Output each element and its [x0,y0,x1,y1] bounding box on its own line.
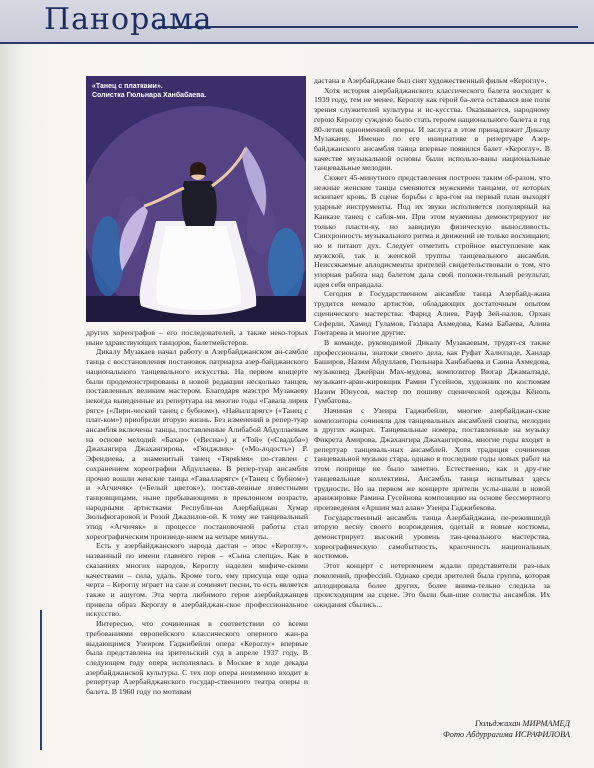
paragraph: Сегодня в Государственном ансамбле танца Азербайд-жана трудится немало артистов, обладающих достаточным опытом сценического мастерства: Фарид Алиев, Рауф Зей-налов, Орхан Сеферли, Хамид Гуламов, Гюлара Ахмедова, Кама Бабаева, Алина Гонтарева и многие другие. [314,289,550,338]
side-rule [40,610,42,750]
byline [380,718,570,740]
paragraph: Есть у азербайджанского народа дастан – эпос «Кероглу», названный по имени главного героя – «Сына слепца». Как в сказаниях многих народов, Кероглу наделен мифиче-скими качествами – сила, удаль. Кроме того, ему присуща еще одна черта – Кероглу играет на сазе и сочиняет песни, то есть является также и ашугом. Эта черта любимого героя азербайджанцев привела образ Кероглу в азербайджан-ское профессиональное искусство. [86,541,308,619]
author-name: Гюльджахан МИРМАМЕД [475,719,570,728]
paragraph: других хореографов – его последователей, а также неко-торых ныне здравствующих танцоров, балетмейстеров. [86,328,308,347]
paragraph: Интересно, что сочиненная в соответствии со всеми требованиями европейского классического оперного жан-ра выдающимся Узеиром Гаджибейли опера «Кероглу» впервые была представлена на зрительский суд в апреле 1937 году. В следующем году опера исполнялась в Москве в ходе декады азербайджанской культуры. С тех пор опера неизменно входит в репертуар Азербайджанского государ-ственного театра оперы и балета. В 1960 году по мотивам [86,619,308,697]
section-title: Панорама [44,2,213,37]
paragraph: Сюжет 45-минутного представления построен таким об-разом, что нежные женские танцы сменяются мужскими танцами, от которых вскипает кровь. В сцене борьбы с вра-гом на первый план выходят ударные инструменты. Под их звуки исполняется популярный на Кавказе танец с сабля-ми. При этом мужчины демонстрируют не только пласти-ку, но завидную физическую выносливость. Синхронность музыкального ритма и движений не только восхищают, но и питают дух. Следует отметить стройное выступление как мужской, так и женской труппы танцевального ансамбля. Неиссякаемые аплодисменты зрителей свидетельствовали о том, что упорная работа над балетом дала свой положи-тельный результат, идея себя оправдала. [314,173,550,289]
right-column [314,76,550,716]
paragraph: дастана в Азербайджане был снят художественный фильм «Кероглу». [314,76,547,85]
caption-subtitle: Солистка Гюльнара Ханбабаева. [92,92,207,99]
paragraph: Начиная с Узеира Гаджибейли, многие азербайджан-ские композиторы сочиняли для танцевальных ансамблей сюиты, мелодии в других жанрах. Танцевальные номера, поставленные на музыку Фикрета Амирова, Джахангира Джахангирова, многие годы входят в репертуар танцеваль-ных ансамблей. Хотя традиция сочинения танцевальной музыки стара, однако в последние годы новых работ на этом поприще не было заметно. Естественно, как и дру-гие танцевальные коллективы, Ансамбль танца испытывал здесь трудности. Но на первом же концерте зрители услы-шали в новой аранжировке Рамина Гусейнова композицию на основе бессмертного произведения «Аршин мал алан» Узеира Гаджибекова. [314,405,550,512]
paragraph: Хотя история азербайджанского классического балета восходит к 1939 году, тем не менее, Кероглу как герой ба-лета оставался вне поля зрения служителей культуры и ис-кусства. Оказывается, народному герою Кероглу суждено было стать героем национального балета в год 80-летия одноименной оперы. И заслуга в этом принадлежит Дикалу Музакаеву. Именно по его инициативе в репертуаре Азер-байджанского ансамбля танца впервые появился балет «Кероглу». В качестве музыкальной основы были использо-ваны национальные танцевальные мелодии. [314,85,550,173]
dancer-illustration [86,76,306,322]
caption-title: «Танец с платками». [92,83,163,90]
left-column [86,328,308,758]
paragraph: Этот концерт с нетерпением ждали представители раз-ных поколений, профессий. Однако среди зрителей была группа, которая аплодировала более других, более внима-тельно следила за происходящим на сцене. Это были быв-шие солисты ансамбля. Их ожидания сбылись... [314,561,550,609]
dancer-photo [86,76,306,322]
photo-caption [92,82,292,100]
paragraph: Дикалу Музакаев начал работу в Азербайджанском ан-самбле танца с восстановления постановок патриарха азер-байджанского национального танцевального искусства. На первом концерте были продемонстрированы в новой редакции несколько танцев, поставленных великим мастером. Благодаря маэстро Музакаеву некогда выведенные из репертуара на многие годы «Гавала лирик рягс» («Лири-ческий танец с бубном»), «Найылгарягс» («Танец с плат-ком») приобрели вторую жизнь. Без изменений в репер-туар ансамбля включены танцы, поставленные Алибабой Абдуллаевым на основе мелодий «Бахар» («Весна») и «Той» («Свадьба») Джахангира Джахангирова, «Гянджлик» («Мо-лодость») Р. Эфендиева, а знаменитый танец «Тяряkмя» по-ставлен с сохранением хореографии Абдуллаева. В репер-туар ансамбля прочно вошли женские танцы «Гавалларягс» («Танец с бубном») и «Агчичяк» («Белый цветок»), постав-ленные известными танцовщицами, ныне пребывающими в преклонном возрасте, народными артистками Республи-ки Азербайджан Хумар Зюльфюгаровой и Розой Джалилов-ой. К тому же танцевальный этюд «Агчичяк» в процессе постановочной работы стал хореографическим произведе-нием на четыре минуты. [86,347,308,541]
photo-credit: Фото Абдуррагима ИСРАФИЛОВА [443,730,570,739]
paragraph: Государственный ансамбль танца Азербайджана, пе-режившидй вторую весну своего возрождения, одетый в новые костюмы, демонстрирует высокий уровень тан-цевального мастерства, хореографическую самобытность, красочность национальных костюмов. [314,512,550,561]
paragraph: В команде, руководимой Дикалу Музакаевым, трудят-ся также профессионалы, знатоки своего дела, как Руфат Халилзаде, Ханлар Баширов, Назим Абдуллаев, Гюльнара Ханбабаева и Саина Ахмедова, музыковед Джейран Мах-мудова, композитор Вюгар Джамалзаде, музыкант-аран-жировщик Рамин Гусейнов, художник по костюмам Назим Юнусов, мастер по пошиву сценической одежды Кёноль Гумбатова. [314,337,550,406]
header-rule [158,26,578,28]
